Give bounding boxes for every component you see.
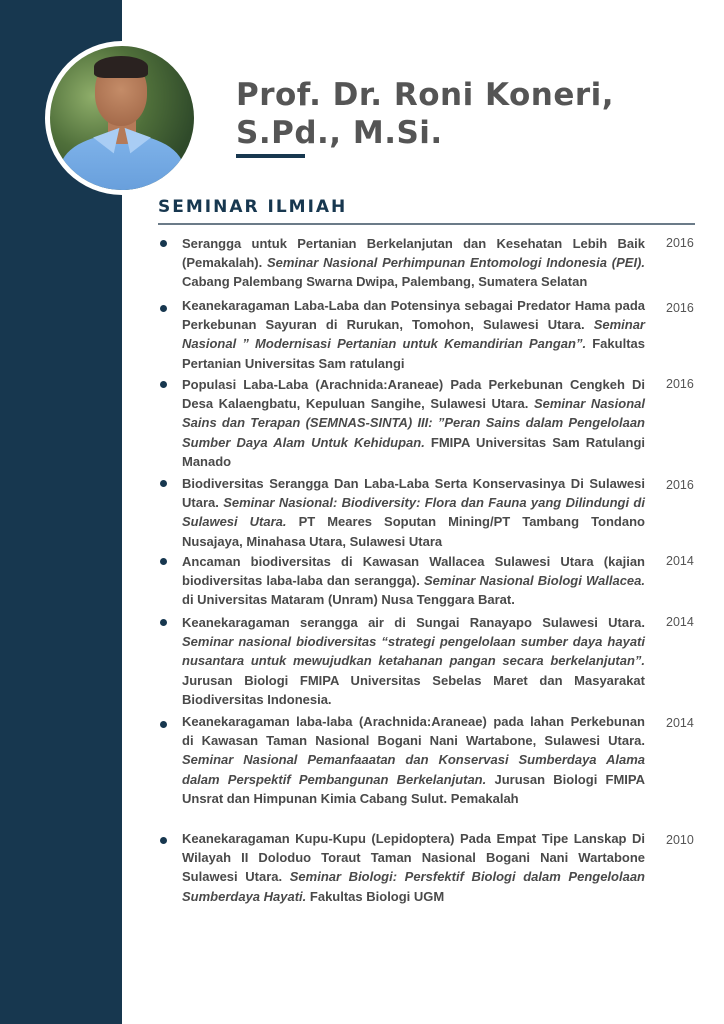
bullet-icon <box>160 305 167 312</box>
seminar-event: Seminar Nasional ” Modernisasi Pertanian untuk Kemandirian Pangan”. <box>182 317 645 352</box>
seminar-event: Seminar Nasional Biologi Wallacea. <box>424 573 645 589</box>
seminar-text <box>182 829 645 906</box>
page-title <box>236 76 614 152</box>
seminar-organizer: di Universitas Mataram (Unram) Nusa Tenggara Barat. <box>182 592 515 608</box>
seminar-text <box>182 234 645 292</box>
seminar-event: Seminar Nasional Sains dan Terapan (SEMNAS-SINTA) III: ”Peran Sains dalam Pengelolaan Sumber Daya Alam Untuk Kehidupan. <box>182 396 645 450</box>
avatar <box>45 41 199 195</box>
seminar-event: Seminar Nasional: Biodiversity: Flora dan Fauna yang Dilindungi di Sulawesi Utara. <box>182 495 645 530</box>
bullet-icon <box>160 837 167 844</box>
seminar-title: Ancaman biodiversitas di Kawasan Wallacea Sulawesi Utara (kajian biodiversitas laba-laba dan serangga). <box>182 554 645 589</box>
seminar-text <box>182 613 645 709</box>
profile-photo <box>50 46 194 190</box>
bullet-icon <box>160 558 167 565</box>
seminar-title: Populasi Laba-Laba (Arachnida:Araneae) Pada Perkebunan Cengkeh Di Desa Kalaengbatu, Kepuluan Sangihe, Sulawesi Utara. <box>182 377 645 412</box>
seminar-title: Biodiversitas Serangga Dan Laba-Laba Serta Konservasinya Di Sulawesi Utara. <box>182 476 645 511</box>
seminar-year: 2014 <box>666 615 694 629</box>
name-line-1: Prof. Dr. Roni Koneri, <box>236 77 615 113</box>
seminar-year: 2016 <box>666 377 694 391</box>
seminar-event: Seminar nasional biodiversitas “strategi pengelolaan sumber daya hayati nusantara untuk mewujudkan ketahanan pangan secara berkelanjutan”. <box>182 634 645 669</box>
seminar-organizer: Jurusan Biologi FMIPA Unsrat dan Himpunan Kimia Cabang Sulut. Pemakalah <box>182 771 646 806</box>
section-title: SEMINAR ILMIAH <box>158 197 348 217</box>
seminar-year: 2014 <box>666 716 694 730</box>
seminar-event: Seminar Nasional Pemanfaaatan dan Konservasi Sumberdaya Alama dalam Perspektif Pembangunan Berkelanjutan. <box>182 752 645 787</box>
seminar-year: 2016 <box>666 478 694 492</box>
seminar-title: Keanekaragaman Laba-Laba dan Potensinya sebagai Predator Hama pada Perkebunan Sayuran di Rurukan, Tomohon, Sulawesi Utara. <box>182 298 645 333</box>
seminar-text <box>182 296 645 373</box>
seminar-year: 2010 <box>666 833 694 847</box>
bullet-icon <box>160 480 167 487</box>
seminar-organizer: PT Meares Soputan Mining/PT Tambang Tondano Nusajaya, Minahasa Utara, Sulawesi Utara <box>182 514 645 549</box>
seminar-organizer: Cabang Palembang Swarna Dwipa, Palembang, Sumatera Selatan <box>182 274 588 290</box>
seminar-organizer: FMIPA Universitas Sam Ratulangi Manado <box>182 434 645 469</box>
title-underline <box>236 154 305 158</box>
seminar-year: 2016 <box>666 236 694 250</box>
bullet-icon <box>160 721 167 728</box>
seminar-organizer: Jurusan Biologi FMIPA Universitas Sebelas Maret dan Masyarakat Biodiversitas Indonesia. <box>182 672 645 707</box>
seminar-organizer: Fakultas Pertanian Universitas Sam ratulangi <box>182 336 645 371</box>
seminar-title: Serangga untuk Pertanian Berkelanjutan dan Kesehatan Lebih Baik (Pemakalah). <box>182 236 645 271</box>
photo-hair <box>94 56 148 78</box>
bullet-icon <box>160 381 167 388</box>
seminar-event: Seminar Biologi: Persfektif Biologi dalam Pengelolaan Sumberdaya Hayati. <box>182 869 645 904</box>
seminar-text <box>182 552 645 610</box>
seminar-title: Keanekaragaman laba-laba (Arachnida:Araneae) pada lahan Perkebunan di Kawasan Taman Nasional Bogani Nani Wartabone, Sulawesi Utara. <box>182 714 645 749</box>
section-divider <box>158 223 695 225</box>
bullet-icon <box>160 240 167 247</box>
seminar-text <box>182 474 645 551</box>
seminar-text <box>182 712 645 808</box>
seminar-year: 2016 <box>666 301 694 315</box>
bullet-icon <box>160 619 167 626</box>
seminar-text <box>182 375 645 471</box>
seminar-year: 2014 <box>666 554 694 568</box>
seminar-organizer: Fakultas Biologi UGM <box>306 888 445 904</box>
seminar-event: Seminar Nasional Perhimpunan Entomologi Indonesia (PEI). <box>267 255 645 271</box>
seminar-title: Keanekaragaman serangga air di Sungai Ranayapo Sulawesi Utara. <box>182 615 645 630</box>
name-line-2: S.Pd., M.Si. <box>236 115 443 151</box>
seminar-title: Keanekaragaman Kupu-Kupu (Lepidoptera) Pada Empat Tipe Lanskap Di Wilayah II Doloduo Toraut Taman Nasional Bogani Nani Wartabone Sulawesi Utara. <box>182 831 645 885</box>
